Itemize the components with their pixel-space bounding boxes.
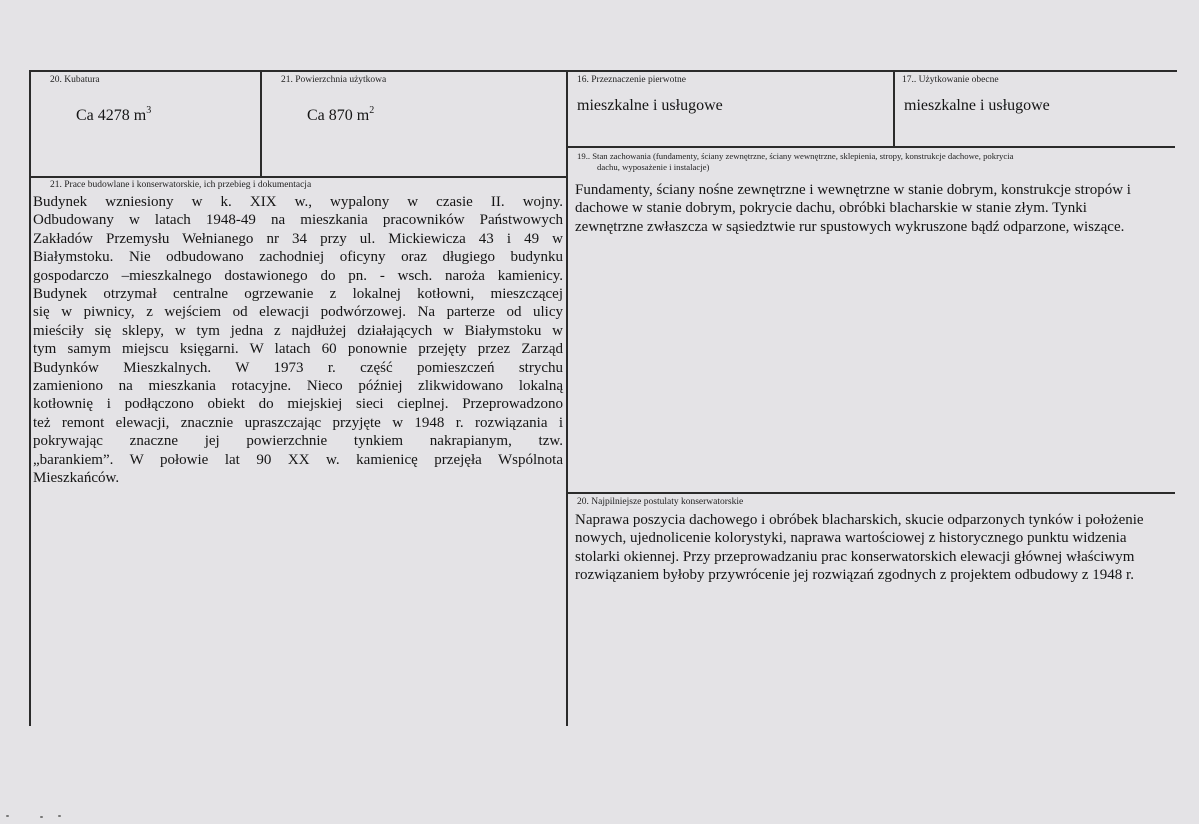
- prace-line: mieściły się sklepy, w tym jedna z najdłużej działających w Białymstoku w: [33, 322, 563, 339]
- center-divider: [566, 70, 568, 726]
- prace-line: gospodarczo –mieszkalnego dostawionego do pn. - wsch. naroża kamienicy.: [33, 267, 563, 284]
- postulaty-text: Naprawa poszycia dachowego i obróbek blacharskich, skucie odparzonych tynków i położenie nowych, ujednolicenie kolorystyki, naprawa wartościowej z historycznego punktu widzenia stolarki okiennej. Przy przeprowadzaniu prac konserwatorskich elewacji głównej właściwym rozwiązaniem byłoby przywrócenie jej rozwiązań zgodnych z projektem odbudowy z 1948 r.: [575, 512, 1144, 584]
- prace-line: tym samym miejscu księgarni. W latach 60 ponownie przejęty przez Zarząd: [33, 341, 563, 358]
- row-divider-right-bottom: [567, 492, 1175, 494]
- prace-line: Mieszkańców.: [33, 470, 120, 487]
- prace-line: też remont elewacji, znacznie upraszczając przyjęte w 1948 r. rozwiązania i: [33, 414, 563, 431]
- scan-speck: [6, 815, 9, 817]
- powierzchnia-label: 21. Powierzchnia użytkowa: [281, 75, 387, 85]
- kubatura-label: 20. Kubatura: [50, 75, 100, 85]
- kubatura-value: Ca 4278 $m^3$: [76, 104, 152, 124]
- divider-kubatura: [260, 70, 262, 178]
- stan-label-line2: dachu, wyposażenie i instalacje): [597, 162, 710, 172]
- prace-label: 21. Prace budowlane i konserwatorskie, ich przebieg i dokumentacja: [50, 180, 312, 190]
- prace-line: Odbudowany w latach 1948-49 na mieszkania pracowników Państwowych: [33, 212, 563, 229]
- stan-label-line1: 19.. Stan zachowania (fundamenty, ściany zewnętrzne, ściany wewnętrzne, sklepienia, stropy, konstrukcje dachowe, pokrycia: [577, 151, 1014, 161]
- uzytkowanie-value: mieszkalne i usługowe: [904, 97, 1050, 114]
- uzytkowanie-label: 17.. Użytkowanie obecne: [902, 75, 999, 85]
- prace-text: [33, 193, 563, 488]
- prace-line: pokrywając znaczne jej powierzchnie tynkiem nakrapianym, tzw.: [33, 433, 563, 450]
- prace-line: Budynek otrzymał centralne ogrzewanie z lokalnej kotłowni, mieszczącej: [33, 286, 563, 303]
- prace-line: „barankiem”. W połowie lat 90 XX w. kamienicę przejęła Wspólnota: [33, 451, 563, 468]
- divider-uzytkowanie: [893, 70, 895, 148]
- prace-line: Budynek wzniesiony w k. XIX w., wypalony w czasie II. wojny.: [33, 194, 563, 210]
- scan-speck: [40, 816, 43, 818]
- powierzchnia-value: Ca 870 $m^2$: [307, 104, 375, 124]
- prace-line: się w piwnicy, z wejściem od elewacji podwórzowej. Na parterze od ulicy: [33, 304, 563, 321]
- scan-speck: [58, 815, 61, 817]
- prace-line: Zakładów Przemysłu Wełnianego nr 34 przy ul. Mickiewicza 43 i 49 w: [33, 230, 563, 247]
- row-divider-left: [29, 176, 567, 178]
- stan-text: Fundamenty, ściany nośne zewnętrzne i wewnętrzne w stanie dobrym, konstrukcje stropów i dachowe w stanie dobrym, pokrycie dachu, obróbki blacharskie w stanie złym. Tynki zewnętrzne zwłaszcza w sąsiedztwie rur spustowych wykruszone bądź odparzone, wiszące.: [575, 182, 1131, 235]
- przeznaczenie-value: mieszkalne i usługowe: [577, 97, 723, 114]
- przeznaczenie-label: 16. Przeznaczenie pierwotne: [577, 75, 686, 85]
- prace-line: Białymstoku. Nie odbudowano zachodniej oficyny oraz długiego budynku: [33, 249, 563, 266]
- postulaty-label: 20. Najpilniejsze postulaty konserwatorskie: [577, 497, 744, 507]
- top-border: [29, 70, 1177, 72]
- prace-line: Budynków Mieszkalnych. W 1973 r. część pomieszczeń strychu: [33, 359, 563, 376]
- row-divider-right-top: [567, 146, 1175, 148]
- left-border: [29, 70, 31, 726]
- prace-line: zamieniono na mieszkania rotacyjne. Nieco później zlikwidowano lokalną: [33, 378, 563, 395]
- prace-line: kotłownię i podłączono obiekt do miejskiej sieci cieplnej. Przeprowadzono: [33, 396, 563, 413]
